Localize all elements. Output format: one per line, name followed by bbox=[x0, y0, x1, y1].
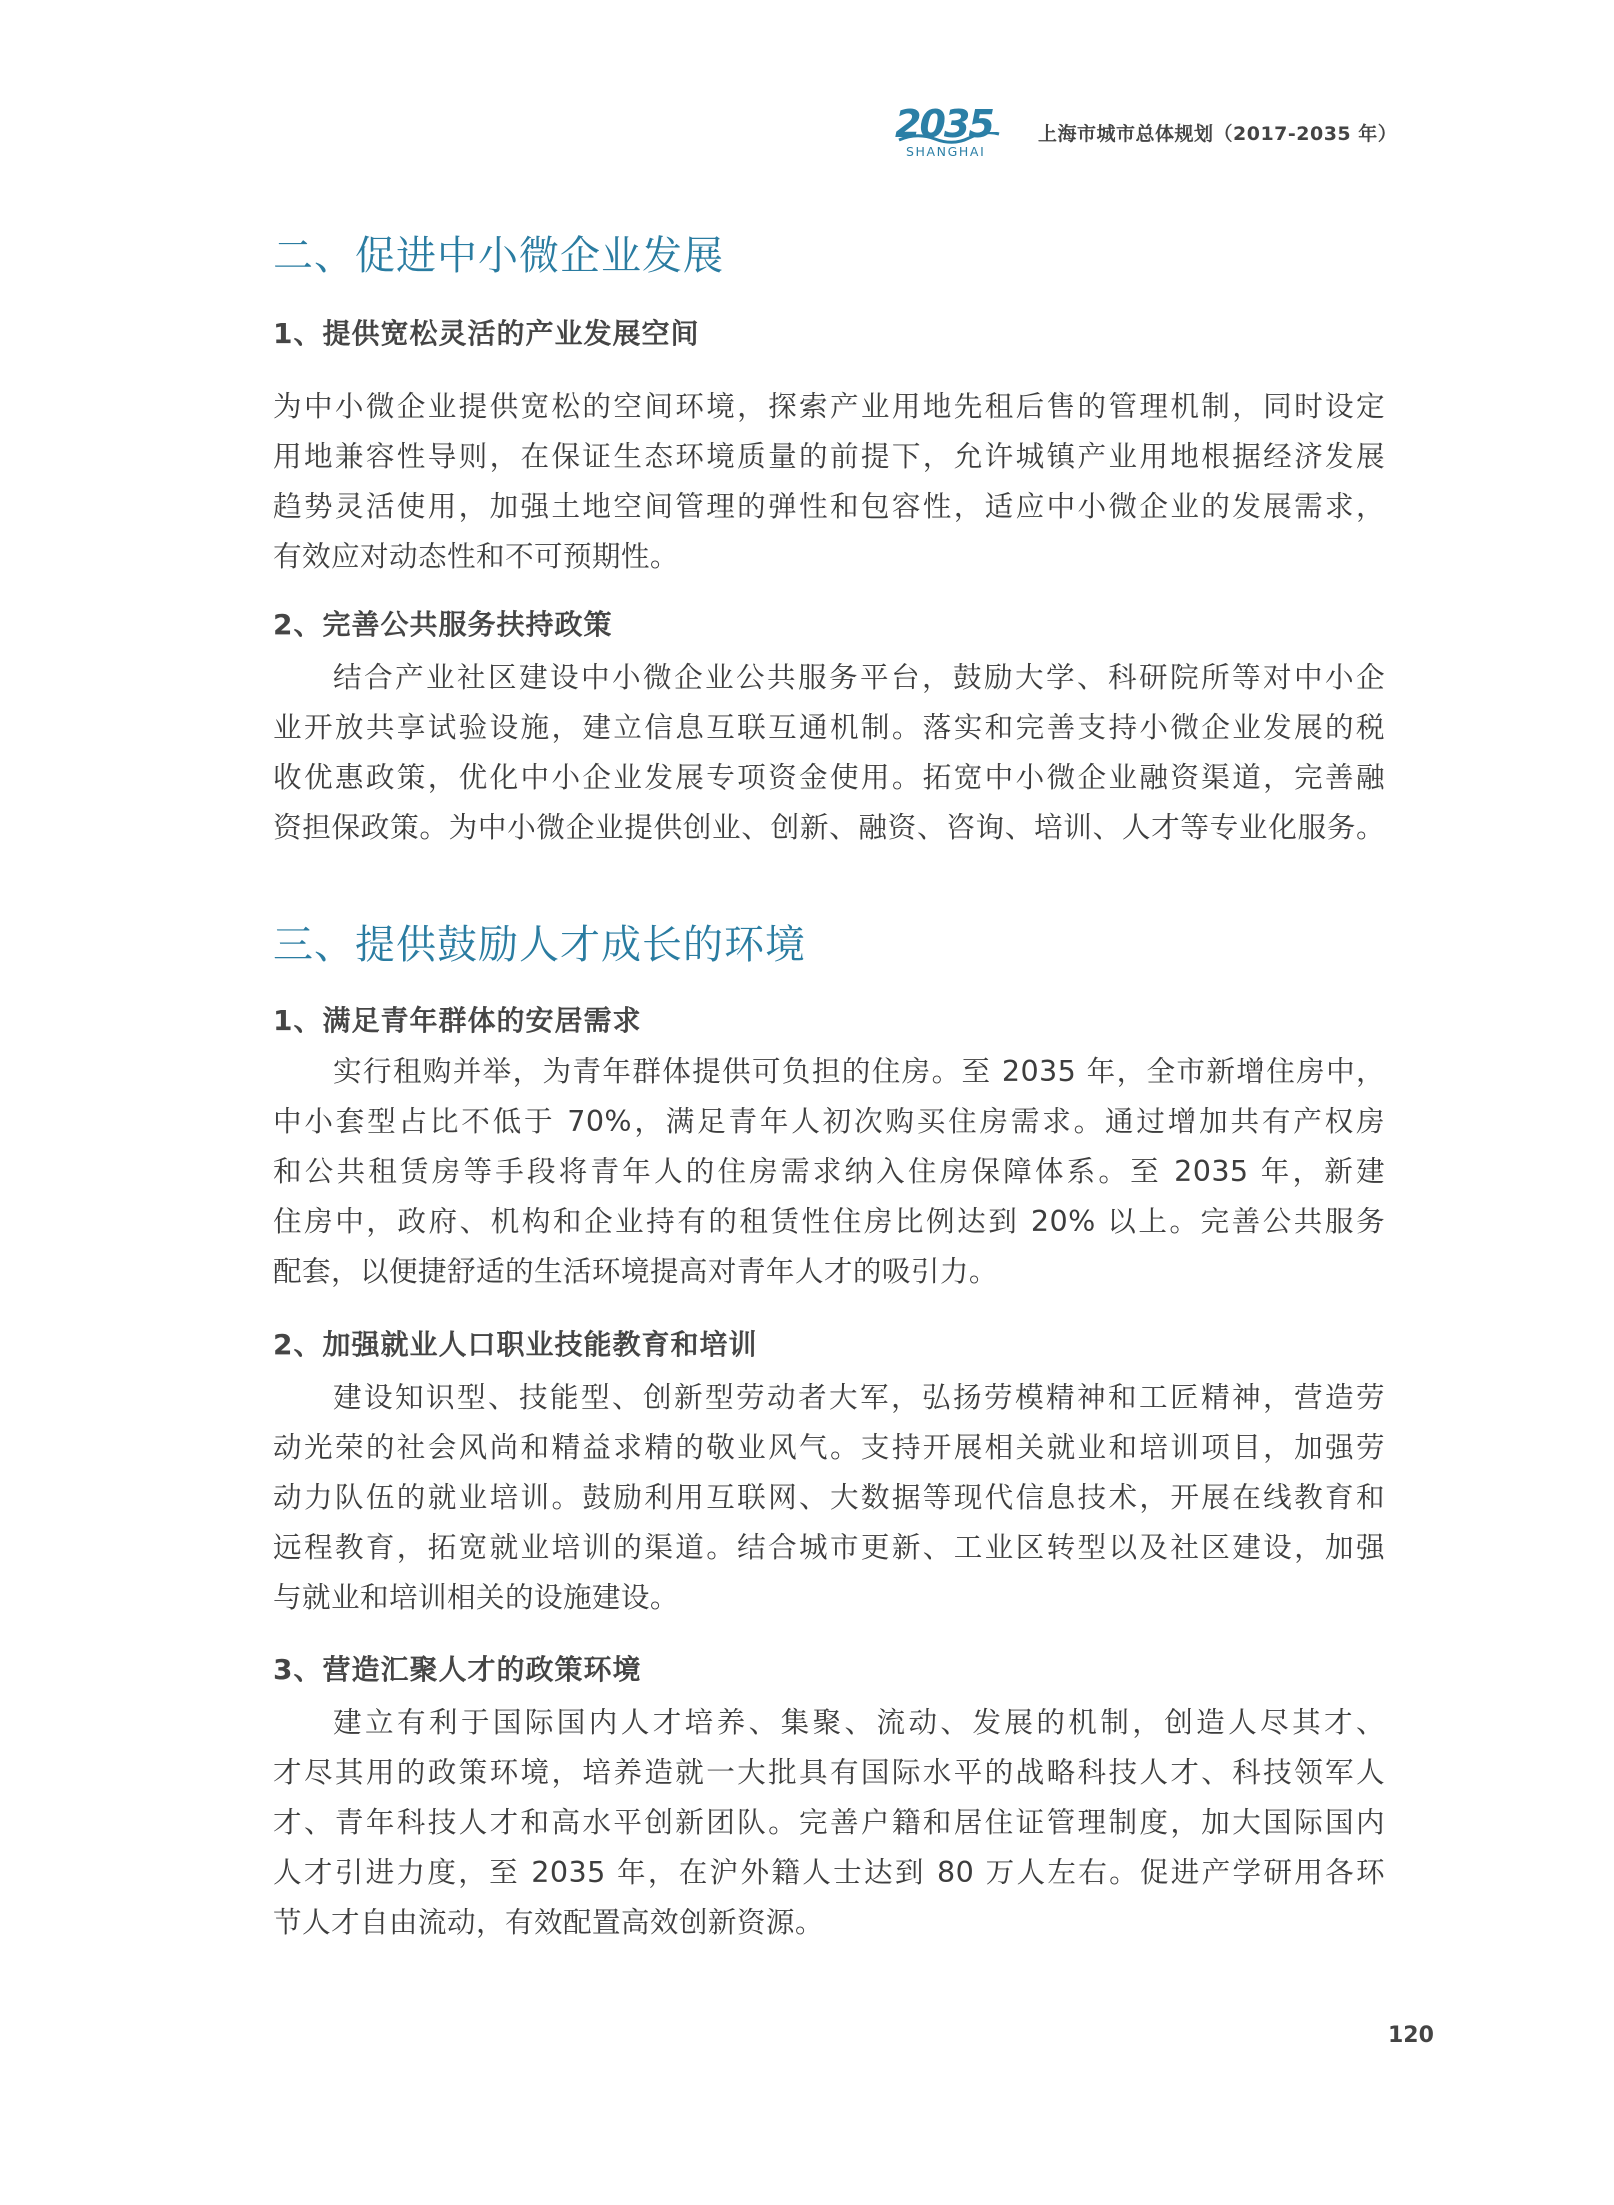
paragraph bbox=[273, 381, 1385, 581]
text-line: 中小套型占比不低于 70%，满足青年人初次购买住房需求。通过增加共有产权房 bbox=[273, 1104, 1385, 1138]
paragraph bbox=[273, 1697, 1385, 1947]
text-line: 资担保政策。为中小微企业提供创业、创新、融资、咨询、培训、人才等专业化服务。 bbox=[273, 810, 1385, 844]
paragraph bbox=[273, 1046, 1385, 1296]
text-line: 与就业和培训相关的设施建设。 bbox=[273, 1580, 679, 1614]
logo-number: 2035 bbox=[895, 102, 993, 146]
subsection-heading: 1、满足青年群体的安居需求 bbox=[273, 1004, 642, 1037]
page-number: 120 bbox=[1388, 2023, 1434, 2048]
text-line: 和公共租赁房等手段将青年人的住房需求纳入住房保障体系。至 2035 年，新建 bbox=[273, 1154, 1385, 1188]
text-line: 收优惠政策，优化中小企业发展专项资金使用。拓宽中小微企业融资渠道，完善融 bbox=[273, 760, 1385, 794]
text-line: 节人才自由流动，有效配置高效创新资源。 bbox=[273, 1905, 824, 1939]
paragraph bbox=[273, 652, 1385, 852]
logo-city: SHANGHAI bbox=[906, 144, 986, 159]
text-line: 动光荣的社会风尚和精益求精的敬业风气。支持开展相关就业和培训项目，加强劳 bbox=[273, 1430, 1385, 1464]
text-line: 趋势灵活使用，加强土地空间管理的弹性和包容性，适应中小微企业的发展需求， bbox=[273, 489, 1385, 523]
text-line: 建立有利于国际国内人才培养、集聚、流动、发展的机制，创造人尽其才、 bbox=[333, 1705, 1385, 1739]
text-line: 有效应对动态性和不可预期性。 bbox=[273, 539, 679, 573]
subsection-heading: 2、加强就业人口职业技能教育和培训 bbox=[273, 1328, 758, 1361]
section-heading: 二、促进中小微企业发展 bbox=[273, 233, 724, 279]
subsection-heading: 3、营造汇聚人才的政策环境 bbox=[273, 1653, 642, 1686]
subsection-heading: 2、完善公共服务扶持政策 bbox=[273, 608, 613, 641]
wave-icon bbox=[897, 132, 1002, 144]
text-line: 业开放共享试验设施，建立信息互联互通机制。落实和完善支持小微企业发展的税 bbox=[273, 710, 1385, 744]
shanghai-2035-logo bbox=[893, 102, 1005, 164]
text-line: 人才引进力度，至 2035 年，在沪外籍人士达到 80 万人左右。促进产学研用各环 bbox=[273, 1855, 1385, 1889]
subsection-heading: 1、提供宽松灵活的产业发展空间 bbox=[273, 317, 700, 350]
text-line: 远程教育，拓宽就业培训的渠道。结合城市更新、工业区转型以及社区建设，加强 bbox=[273, 1530, 1385, 1564]
text-line: 建设知识型、技能型、创新型劳动者大军，弘扬劳模精神和工匠精神，营造劳 bbox=[333, 1380, 1385, 1414]
text-line: 住房中，政府、机构和企业持有的租赁性住房比例达到 20% 以上。完善公共服务 bbox=[273, 1204, 1385, 1238]
text-line: 用地兼容性导则，在保证生态环境质量的前提下，允许城镇产业用地根据经济发展 bbox=[273, 439, 1385, 473]
text-line: 为中小微企业提供宽松的空间环境，探索产业用地先租后售的管理机制，同时设定 bbox=[273, 389, 1385, 423]
text-line: 配套，以便捷舒适的生活环境提高对青年人才的吸引力。 bbox=[273, 1254, 998, 1288]
text-line: 才尽其用的政策环境，培养造就一大批具有国际水平的战略科技人才、科技领军人 bbox=[273, 1755, 1385, 1789]
paragraph bbox=[273, 1372, 1385, 1622]
section-heading: 三、提供鼓励人才成长的环境 bbox=[273, 922, 806, 968]
page-header bbox=[893, 102, 1398, 168]
text-line: 结合产业社区建设中小微企业公共服务平台，鼓励大学、科研院所等对中小企 bbox=[333, 660, 1385, 694]
text-line: 动力队伍的就业培训。鼓励利用互联网、大数据等现代信息技术，开展在线教育和 bbox=[273, 1480, 1385, 1514]
text-line: 才、青年科技人才和高水平创新团队。完善户籍和居住证管理制度，加大国际国内 bbox=[273, 1805, 1385, 1839]
text-line: 实行租购并举，为青年群体提供可负担的住房。至 2035 年，全市新增住房中， bbox=[333, 1054, 1385, 1088]
document-title: 上海市城市总体规划（2017-2035 年） bbox=[1038, 123, 1398, 145]
